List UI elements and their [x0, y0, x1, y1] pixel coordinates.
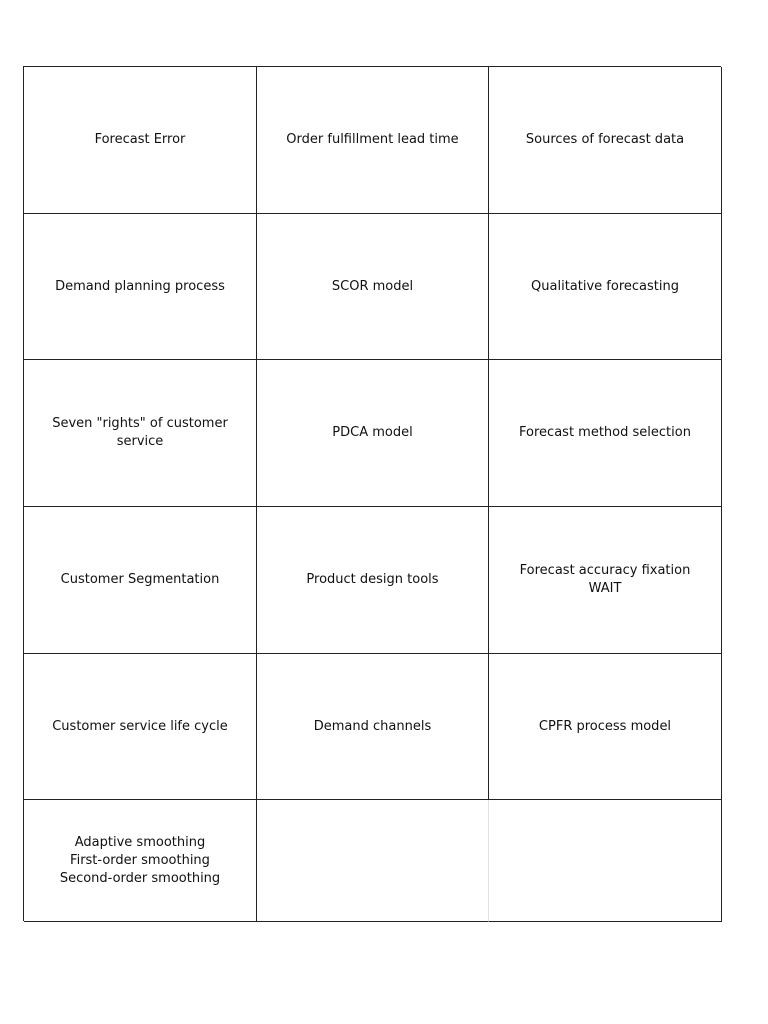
grid-cell — [257, 360, 489, 507]
grid-cell — [24, 507, 257, 654]
grid-cell-empty — [489, 800, 722, 922]
card-grid — [23, 66, 721, 921]
grid-cell — [489, 654, 722, 800]
cell-text: CPFR process model — [538, 718, 672, 734]
cell-text: Product design tools — [306, 572, 439, 587]
grid-cell — [257, 214, 489, 360]
cell-text: Demand channels — [313, 718, 432, 734]
cell-text: Seven "rights" of customer service — [52, 416, 228, 449]
cell-text: Adaptive smoothing First-order smoothing Second-order smoothing — [59, 834, 221, 886]
cell-text: Forecast accuracy fixation WAIT — [519, 563, 691, 596]
cell-text: SCOR model — [331, 278, 414, 294]
grid-cell — [24, 654, 257, 800]
cell-text: Forecast method selection — [519, 425, 691, 440]
grid-cell — [489, 214, 722, 360]
cell-text: PDCA model — [332, 425, 413, 440]
cell-text: Order fulfillment lead time — [286, 132, 459, 147]
grid-cell — [489, 360, 722, 507]
cell-text: Customer Segmentation — [60, 572, 220, 587]
grid-cell — [257, 654, 489, 800]
cell-text: Sources of forecast data — [525, 132, 685, 147]
grid-cell-empty — [257, 800, 489, 922]
grid-cell — [24, 800, 257, 922]
grid-cell — [489, 507, 722, 654]
grid-cell — [257, 67, 489, 214]
grid-cell — [489, 67, 722, 214]
grid-cell — [24, 214, 257, 360]
cell-text: Forecast Error — [94, 132, 186, 147]
grid-cell — [24, 360, 257, 507]
grid-cell — [24, 67, 257, 214]
cell-text: Demand planning process — [55, 278, 225, 294]
grid-cell — [257, 507, 489, 654]
cell-text: Customer service life cycle — [52, 718, 228, 734]
cell-text: Qualitative forecasting — [531, 278, 679, 294]
